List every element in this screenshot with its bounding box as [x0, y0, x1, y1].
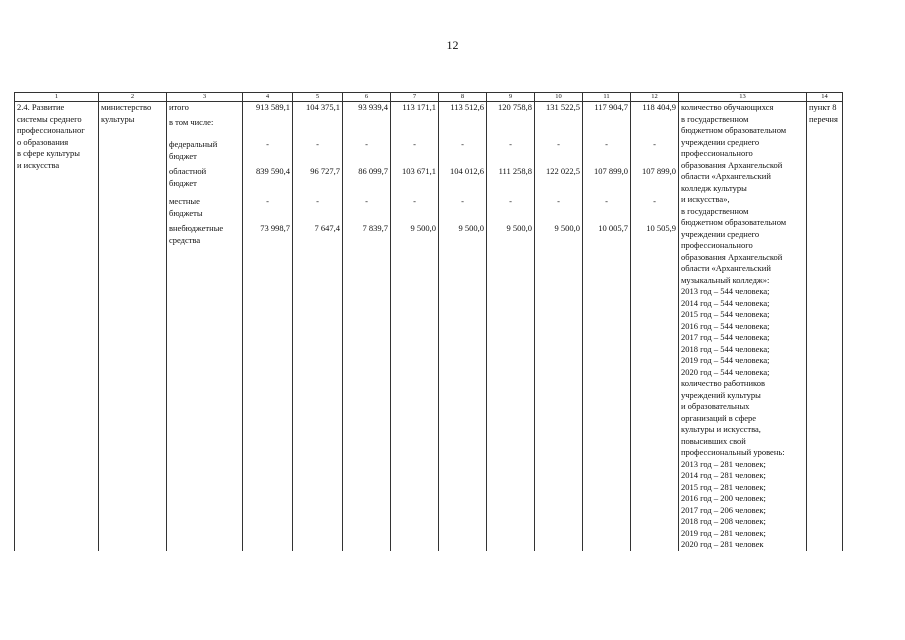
funding-source-block: [169, 102, 240, 117]
column-number: 14: [807, 93, 843, 102]
indicator-line: бюджетном образовательном: [681, 217, 787, 227]
funding-source-label: бюджеты: [169, 207, 203, 218]
amount-value: [633, 117, 676, 139]
reference-line: пункт 8: [809, 102, 837, 112]
amount-value: 117 904,7: [594, 102, 628, 112]
indicator-line: области «Архангельский: [681, 263, 771, 273]
indicator-line: 2017 год – 544 человека;: [681, 332, 770, 342]
amount-value: 131 522,5: [546, 102, 580, 112]
indicator-line: 2019 год – 281 человек;: [681, 527, 766, 538]
amount-value: -: [509, 196, 512, 206]
amount-value: 7 839,7: [362, 223, 388, 233]
column-number: 5: [293, 93, 343, 102]
indicator-line: учреждении среднего: [681, 228, 760, 239]
indicator-line: 2016 год – 200 человек;: [681, 493, 766, 503]
funding-source-label: областной: [169, 166, 207, 176]
activity-name-line: профессиональног: [17, 125, 85, 135]
amount-value: -: [316, 139, 319, 149]
amount-value: 107 899,0: [594, 166, 628, 176]
funding-source-label: бюджет: [169, 177, 197, 188]
funding-source-block: [169, 196, 240, 223]
funding-source-cell: [167, 102, 243, 551]
amount-value: -: [653, 139, 656, 149]
indicator-line: образования Архангельской: [681, 159, 783, 170]
indicator-line: учреждений культуры: [681, 389, 761, 400]
indicator-line: учреждении среднего: [681, 136, 760, 147]
amount-value: 9 500,0: [458, 223, 484, 233]
year-2018-cell: [535, 102, 583, 551]
indicator-line: в государственном: [681, 113, 749, 124]
activity-name-line: и искусства: [17, 159, 60, 170]
amount-value: 7 647,4: [314, 223, 340, 233]
indicator-line: области «Архангельский: [681, 171, 771, 181]
amount-value: 118 404,9: [642, 102, 676, 112]
amount-value: [537, 117, 580, 139]
column-number: 12: [631, 93, 679, 102]
funding-source-block: [169, 117, 240, 139]
indicator-line: 2019 год – 544 человека;: [681, 355, 770, 365]
amount-value: 120 758,8: [498, 102, 532, 112]
amount-value: -: [316, 196, 319, 206]
year-2017-cell: [487, 102, 535, 551]
total-2013-2020-cell: [243, 102, 293, 551]
indicator-line: 2020 год – 281 человек: [681, 539, 764, 549]
column-number: 13: [679, 93, 807, 102]
amount-value: -: [365, 196, 368, 206]
indicator-line: музыкальный колледж»:: [681, 274, 770, 285]
table-row: [15, 102, 843, 551]
column-number: 2: [99, 93, 167, 102]
indicator-line: образования Архангельской: [681, 251, 783, 262]
amount-value: 913 589,1: [256, 102, 290, 112]
funding-source-label: федеральный: [169, 139, 218, 149]
executor-line: культуры: [101, 113, 135, 124]
indicator-line: культуры и искусства,: [681, 424, 761, 434]
indicator-line: 2015 год – 544 человека;: [681, 309, 770, 319]
indicator-line: повысивших свой: [681, 435, 746, 446]
indicator-line: 2013 год – 544 человека;: [681, 286, 770, 296]
indicator-line: 2014 год – 281 человек;: [681, 470, 766, 480]
activity-name-line: о образования: [17, 136, 69, 147]
amount-value: -: [266, 196, 269, 206]
amount-value: 9 500,0: [554, 223, 580, 233]
column-number-row: [15, 93, 843, 102]
funding-source-label: средства: [169, 234, 201, 245]
amount-value: 107 899,0: [642, 166, 676, 176]
amount-value: [245, 117, 290, 139]
indicator-line: в государственном: [681, 205, 749, 216]
amount-value: 111 258,8: [498, 166, 532, 176]
indicator-line: количество обучающихся: [681, 102, 774, 112]
amount-value: [393, 117, 436, 139]
executor-line: министерство: [101, 102, 152, 112]
indicator-line: 2020 год – 544 человека;: [681, 366, 770, 377]
activity-name-line: 2.4. Развитие: [17, 102, 65, 112]
funding-source-label: итого: [169, 102, 189, 112]
amount-value: -: [413, 196, 416, 206]
indicators-cell: [679, 102, 807, 551]
amount-value: -: [557, 196, 560, 206]
amount-value: -: [413, 139, 416, 149]
amount-value: 96 727,7: [310, 166, 340, 176]
indicator-line: и искусства»,: [681, 194, 730, 204]
funding-source-label: бюджет: [169, 150, 197, 161]
amount-value: -: [653, 196, 656, 206]
column-number: 9: [487, 93, 535, 102]
reference-cell: [807, 102, 843, 551]
amount-value: 93 939,4: [358, 102, 388, 112]
indicator-line: 2014 год – 544 человека;: [681, 297, 770, 308]
column-number: 1: [15, 93, 99, 102]
amount-value: 73 998,7: [260, 223, 290, 233]
indicator-line: 2017 год – 206 человек;: [681, 504, 766, 515]
column-number: 3: [167, 93, 243, 102]
indicator-line: 2018 год – 544 человека;: [681, 343, 770, 354]
amount-value: 9 500,0: [506, 223, 532, 233]
amount-value: 113 171,1: [402, 102, 436, 112]
funding-source-label: внебюджетные: [169, 223, 224, 233]
amount-value: [585, 117, 628, 139]
indicator-line: 2013 год – 281 человек;: [681, 458, 766, 469]
amount-value: [441, 117, 484, 139]
amount-value: 86 099,7: [358, 166, 388, 176]
amount-value: -: [365, 139, 368, 149]
year-2016-cell: [439, 102, 487, 551]
year-2014-cell: [343, 102, 391, 551]
program-table: [14, 92, 843, 551]
year-2013-cell: [293, 102, 343, 551]
amount-value: 122 022,5: [546, 166, 580, 176]
funding-source-label: в том числе:: [169, 117, 214, 127]
column-number: 6: [343, 93, 391, 102]
funding-source-block: [169, 139, 240, 166]
amount-value: -: [461, 196, 464, 206]
amount-value: [295, 117, 340, 139]
amount-value: -: [605, 139, 608, 149]
amount-value: -: [557, 139, 560, 149]
indicator-line: профессионального: [681, 148, 753, 158]
amount-value: -: [509, 139, 512, 149]
column-number: 8: [439, 93, 487, 102]
page-number: 12: [446, 38, 459, 52]
indicator-line: профессиональный уровень:: [681, 447, 785, 457]
amount-value: 9 500,0: [410, 223, 436, 233]
amount-value: 10 005,7: [598, 223, 628, 233]
indicator-line: колледж культуры: [681, 182, 747, 193]
activity-name-line: системы среднего: [17, 113, 82, 124]
amount-value: 104 375,1: [306, 102, 340, 112]
amount-value: [489, 117, 532, 139]
amount-value: [345, 117, 388, 139]
indicator-line: организаций в сфере: [681, 412, 757, 423]
executor-cell: [99, 102, 167, 551]
indicator-line: бюджетном образовательном: [681, 125, 787, 135]
indicator-line: 2015 год – 281 человек;: [681, 481, 766, 492]
amount-value: -: [605, 196, 608, 206]
amount-value: 10 505,9: [646, 223, 676, 233]
amount-value: 113 512,6: [450, 102, 484, 112]
column-number: 7: [391, 93, 439, 102]
year-2019-cell: [583, 102, 631, 551]
year-2015-cell: [391, 102, 439, 551]
amount-value: -: [461, 139, 464, 149]
funding-source-block: [169, 166, 240, 196]
reference-line: перечня: [809, 113, 838, 124]
funding-source-label: местные: [169, 196, 200, 206]
activity-name-cell: [15, 102, 99, 551]
amount-value: 839 590,4: [256, 166, 290, 176]
column-number: 11: [583, 93, 631, 102]
indicator-line: 2018 год – 208 человек;: [681, 516, 766, 526]
indicator-line: 2016 год – 544 человека;: [681, 320, 770, 331]
indicator-line: профессионального: [681, 240, 753, 250]
indicator-line: и образовательных: [681, 401, 750, 411]
year-2020-cell: [631, 102, 679, 551]
amount-value: 103 671,1: [402, 166, 436, 176]
column-number: 10: [535, 93, 583, 102]
amount-value: 104 012,6: [450, 166, 484, 176]
column-number: 4: [243, 93, 293, 102]
amount-value: -: [266, 139, 269, 149]
activity-name-line: в сфере культуры: [17, 148, 80, 158]
funding-source-block: [169, 223, 240, 250]
indicator-line: количество работников: [681, 378, 765, 388]
